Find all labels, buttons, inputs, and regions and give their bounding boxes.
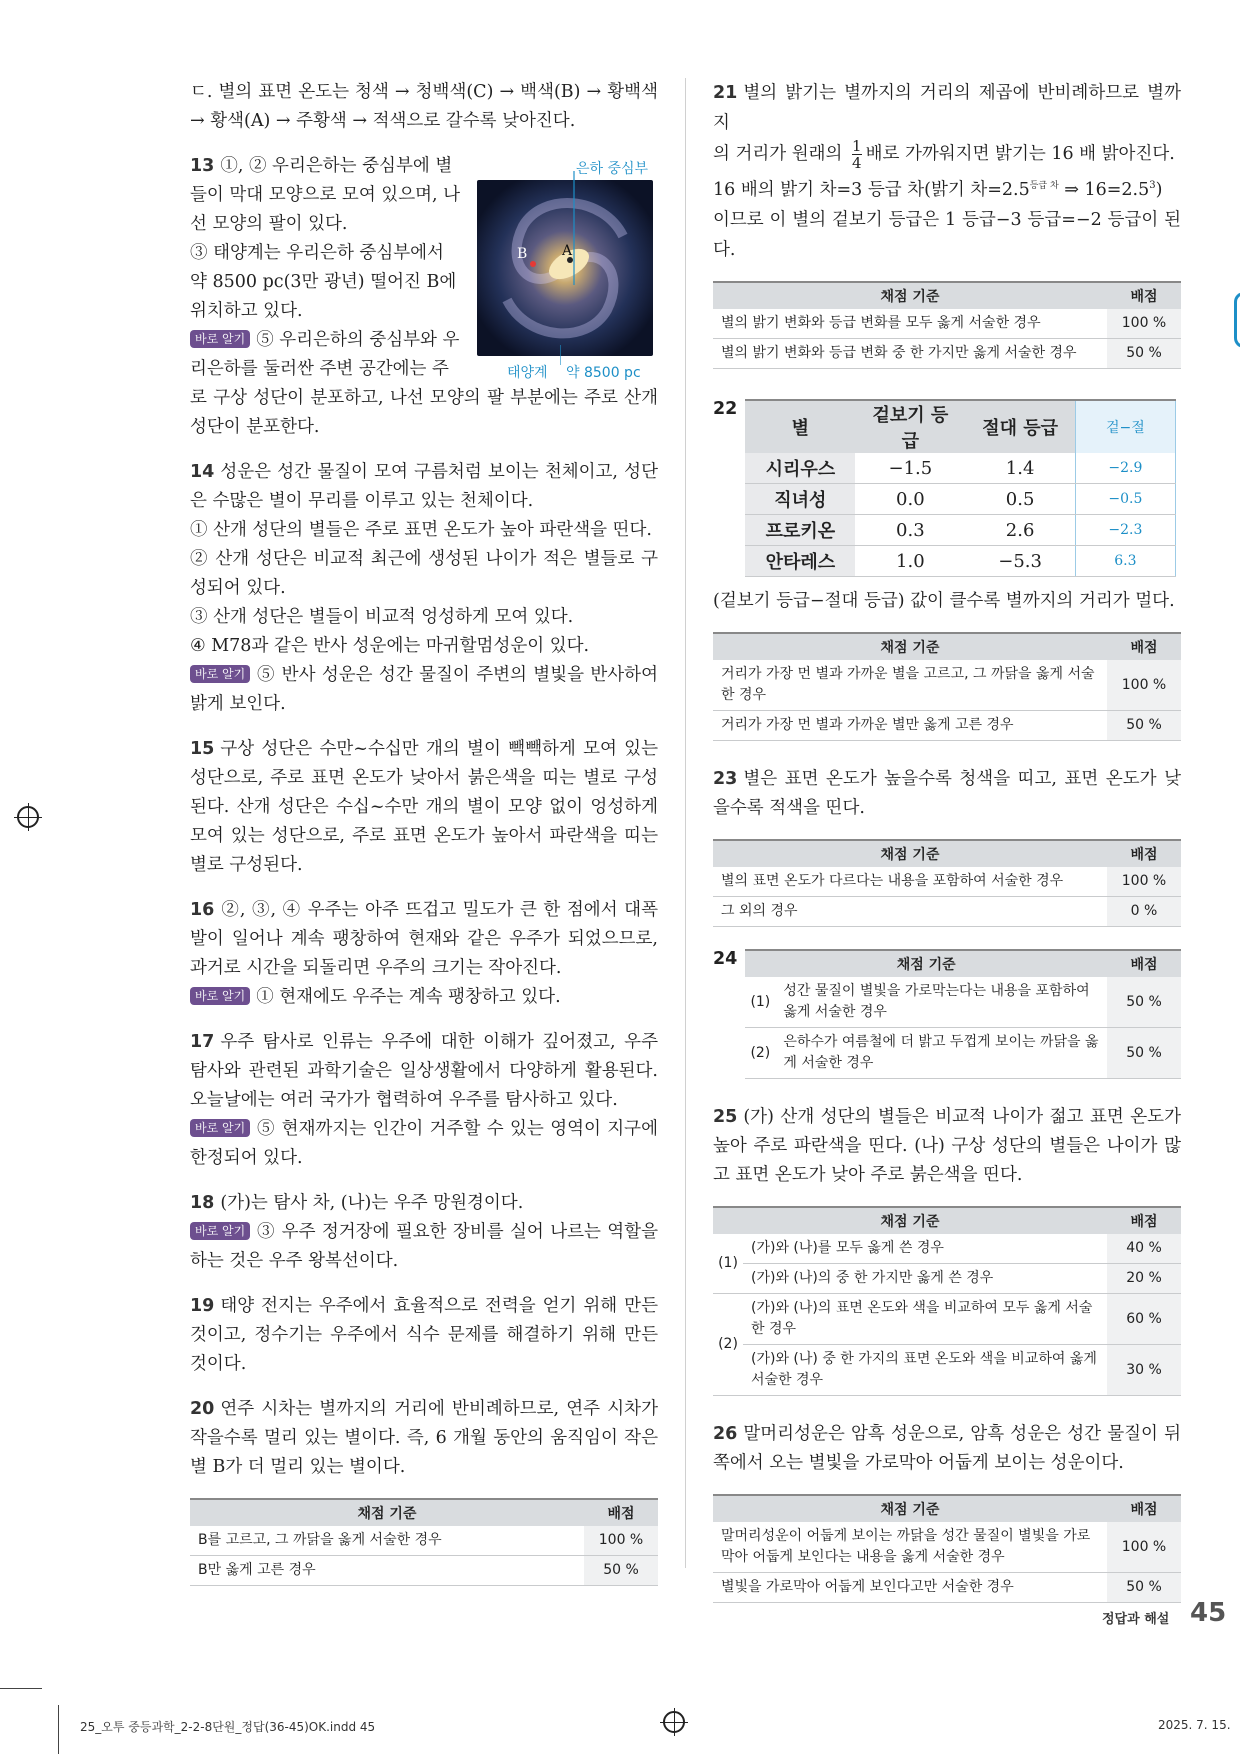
registration-mark-icon (663, 1711, 685, 1733)
answer-14: 14 성운은 성간 물질이 모여 구름처럼 보이는 천체이고, 성단은 수많은 별이 무리를 이루고 있는 천체이다. ① 산개 성단의 별들은 주로 표면 온도가 높아 파란색을 띤다. ② 산개 성단은 비교적 최근에 생성된 나이가 적은 별들로 구성되어 있다. ③ 산개 성단은 별들이 비교적 엉성하게 모여 있다. ④ M78과 같은 반사 성운에는 마귀할멈성운이 있다. 바로 알기 ⑤ 반사 성운은 성간 물질이 주변의 별빛을 반사하여 밝게 보인다. (190, 462, 658, 714)
table-row: 프로키온 0.3 2.6 −2.3 (745, 515, 1175, 546)
crop-mark (58, 1705, 59, 1754)
right-column (713, 78, 1181, 1627)
svg-text:A: A (562, 243, 573, 259)
table-row: (1) (가)와 (나)를 모두 옳게 쓴 경우 40 % (713, 1234, 1181, 1264)
table-row: B만 옳게 고른 경우 50 % (190, 1556, 658, 1586)
answer-21: 21 별의 밝기는 별까지의 거리의 제곱에 반비례하므로 별까지 의 거리가 원래의 $\frac{1}{4}$ 배로 가까워지면 밝기는 16 배 밝아진다. 16 배의 밝기 차=3 등급 차(밝기 차$=2.5^{등급 차}$ ⇒ $16=2.5^3$) 이므로 이 별의 겉보기 등급은 1 등급−3 등급=−2 등급이 된다. (713, 83, 1181, 260)
answer-13-cont: 로 구상 성단이 분포하고, 나선 모양의 팔 부분에는 주로 산개 성단이 분포한다. (190, 388, 658, 437)
scoring-table-24: 채점 기준 배점 (1) 성간 물질이 별빛을 가로막는다는 내용을 포함하여 옳게 서술한 경우 50 % (2) 은하수가 여름철에 더 밝고 두껍게 보이는 까닭을 옳게 서술한 경우 50 % (745, 949, 1181, 1079)
column-divider (685, 78, 686, 1568)
correction-badge: 바로 알기 (190, 330, 250, 348)
galaxy-leader-lines (560, 165, 640, 375)
scoring-table-21: 채점 기준 배점 별의 밝기 변화와 등급 변화를 모두 옳게 서술한 경우 100 % 별의 밝기 변화와 등급 변화 중 한 가지만 옳게 서술한 경우 50 % (713, 281, 1181, 369)
crop-mark (0, 1688, 42, 1689)
answer-24: 24 채점 기준 배점 (1) 성간 물질이 별빛을 가로막는다는 내용을 포함하여 옳게 서술한 경우 50 % (2) 은하수가 여름철에 더 밝고 두껍게 보이는 까닭을 옳게 서술한 경우 50 % (713, 949, 1181, 1103)
chapter-tab (1234, 292, 1240, 348)
question-number: 13 (190, 156, 215, 176)
table-row: 말머리성운이 어둡게 보이는 까닭을 성간 물질이 별빛을 가로막아 어둡게 보인다는 내용을 옳게 서술한 경우 100 % (713, 1522, 1181, 1573)
table-row: 그 외의 경우 0 % (713, 897, 1181, 927)
page-number: 45 (1190, 1598, 1227, 1628)
table-row: B를 고르고, 그 까닭을 옳게 서술한 경우 100 % (190, 1526, 658, 1556)
answer-19: 19 태양 전지는 우주에서 효율적으로 전력을 얻기 위해 만든 것이고, 정수기는 우주에서 식수 문제를 해결하기 위해 만든 것이다. (190, 1296, 658, 1374)
registration-mark-icon (17, 806, 39, 828)
table-row: 안타레스 1.0 −5.3 6.3 (745, 546, 1175, 577)
scoring-table-25: 채점 기준 배점 (1) (가)와 (나)를 모두 옳게 쓴 경우 40 % (가)와 (나)의 중 한 가지만 옳게 쓴 경우 20 % (2) (가)와 (나)의 표면 온도와 색을 비교하여 모두 옳게 서술한 경우 60 % (가)와 (나) 중 한 가지의 표면 온도와 색을 비교하여 옳게 서술한 경우 30 % (713, 1206, 1181, 1396)
answer-12-c: ㄷ. 별의 표면 온도는 청색 → 청백색(C) → 백색(B) → 황백색 → 황색(A) → 주황색 → 적색으로 갈수록 낮아진다. (190, 82, 658, 131)
table-row: 별의 밝기 변화와 등급 변화를 모두 옳게 서술한 경우 100 % (713, 309, 1181, 339)
answer-13: 13 ①, ② 우리은하는 중심부에 별 들이 막대 모양으로 모여 있으며, 나 선 모양의 팔이 있다. ③ 태양계는 우리은하 중심부에서 약 8500 pc(3만 광년) 떨어진 B에 위치하고 있다. 바로 알기 ⑤ 우리은하의 중심부와 우 리은하를 둘러싼 주변 공간에는 주 (190, 156, 461, 379)
scoring-table-26: 채점 기준 배점 말머리성운이 어둡게 보이는 까닭을 성간 물질이 별빛을 가로막아 어둡게 보인다는 내용을 옳게 서술한 경우 100 % 별빛을 가로막아 어둡게 보인다고만 서술한 경우 50 % (713, 1494, 1181, 1603)
answer-22: 22 별 겉보기 등급 절대 등급 겉−절 시리우스 −1.5 1.4 −2.9 직녀성 0.0 0.5 −0.5 프로키온 0.3 2.6 −2.3 안타레스 1.0 −5.3 6.3 (713, 399, 1181, 578)
correction-badge: 바로 알기 (190, 987, 250, 1005)
footer-section-label: 정답과 해설 (1102, 1612, 1170, 1627)
scoring-table-23: 채점 기준 배점 별의 표면 온도가 다르다는 내용을 포함하여 서술한 경우 100 % 그 외의 경우 0 % (713, 839, 1181, 927)
table-row: 직녀성 0.0 0.5 −0.5 (745, 484, 1175, 515)
table-row: 별의 밝기 변화와 등급 변화 중 한 가지만 옳게 서술한 경우 50 % (713, 338, 1181, 368)
label-galaxy-center: 은하 중심부 (576, 161, 649, 177)
answer-23: 23 별은 표면 온도가 높을수록 청색을 띠고, 표면 온도가 낮을수록 적색을 띤다. (713, 769, 1181, 819)
table-row: 별의 표면 온도가 다르다는 내용을 포함하여 서술한 경우 100 % (713, 867, 1181, 897)
scoring-table-22: 채점 기준 배점 거리가 가장 먼 별과 가까운 별을 고르고, 그 까닭을 옳게 서술한 경우 100 % 거리가 가장 먼 별과 가까운 별만 옳게 고른 경우 50 % (713, 632, 1181, 741)
svg-text:B: B (517, 246, 528, 262)
table-row: 거리가 가장 먼 별과 가까운 별만 옳게 고른 경우 50 % (713, 711, 1181, 741)
table-row: (1) 성간 물질이 별빛을 가로막는다는 내용을 포함하여 옳게 서술한 경우 50 % (745, 977, 1181, 1028)
table-row: (가)와 (나) 중 한 가지의 표면 온도와 색을 비교하여 옳게 서술한 경우 30 % (713, 1345, 1181, 1396)
correction-badge: 바로 알기 (190, 1222, 250, 1240)
table-row: (가)와 (나)의 중 한 가지만 옳게 쓴 경우 20 % (713, 1264, 1181, 1294)
answer-25: 25 (가) 산개 성단의 별들은 비교적 나이가 젊고 표면 온도가 높아 주로 파란색을 띤다. (나) 구상 성단의 별들은 나이가 많고 표면 온도가 낮아 주로 붉은색을 띤다. (713, 1107, 1181, 1186)
table-row: 거리가 가장 먼 별과 가까운 별을 고르고, 그 까닭을 옳게 서술한 경우 100 % (713, 660, 1181, 711)
table-row: 별빛을 가로막아 어둡게 보인다고만 서술한 경우 50 % (713, 1573, 1181, 1603)
table-row: (2) 은하수가 여름철에 더 밝고 두껍게 보이는 까닭을 옳게 서술한 경우 50 % (745, 1028, 1181, 1079)
answer-20: 20 연주 시차는 별까지의 거리에 반비례하므로, 연주 시차가 작을수록 멀리 있는 별이다. 즉, 6 개월 동안의 움직임이 작은 별 B가 더 멀리 있는 별이다. (190, 1399, 658, 1477)
answer-26: 26 말머리성운은 암흑 성운으로, 암흑 성운은 성간 물질이 뒤쪽에서 오는 별빛을 가로막아 어둡게 보이는 성운이다. (713, 1424, 1181, 1474)
answer-16: 16 ②, ③, ④ 우주는 아주 뜨겁고 밀도가 큰 한 점에서 대폭발이 일어나 계속 팽창하여 현재와 같은 우주가 되었으므로, 과거로 시간을 되돌리면 우주의 크기는 작아진다. 바로 알기 ① 현재에도 우주는 계속 팽창하고 있다. (190, 900, 658, 1007)
answer-22-note: (겉보기 등급−절대 등급) 값이 클수록 별까지의 거리가 멀다. (713, 591, 1175, 612)
correction-badge: 바로 알기 (190, 1119, 250, 1137)
answer-15: 15 구상 성단은 수만~수십만 개의 별이 빽빽하게 모여 있는 성단으로, 주로 표면 온도가 낮아서 붉은색을 띠는 별로 구성된다. 산개 성단은 수십~수만 개의 별이 모양 없이 엉성하게 모여 있는 성단으로, 주로 표면 온도가 높아서 파란색을 띠는 별로 구성된다. (190, 739, 658, 875)
footer-date: 2025. 7. 15. (1158, 1718, 1231, 1732)
table-row: 시리우스 −1.5 1.4 −2.9 (745, 453, 1175, 484)
table-row: (2) (가)와 (나)의 표면 온도와 색을 비교하여 모두 옳게 서술한 경우 60 % (713, 1294, 1181, 1345)
footer-file-name: 25_오투 중등과학_2-2-8단원_정답(36-45)OK.indd 45 (80, 1720, 376, 1734)
star-magnitude-table: 별 겉보기 등급 절대 등급 겉−절 시리우스 −1.5 1.4 −2.9 직녀성 0.0 0.5 −0.5 프로키온 0.3 2.6 −2.3 안타레스 1.0 −5.3 6.3 (745, 399, 1176, 578)
correction-badge: 바로 알기 (190, 665, 250, 683)
label-solar-system: 태양계 (507, 365, 548, 381)
answer-17: 17 우주 탐사로 인류는 우주에 대한 이해가 깊어졌고, 우주 탐사와 관련된 과학기술은 일상생활에서 다양하게 활용된다. 오늘날에는 여러 국가가 협력하여 우주를 탐사하고 있다. 바로 알기 ⑤ 현재까지는 인간이 거주할 수 있는 영역이 지구에 한정되어 있다. (190, 1032, 658, 1168)
label-distance: 약 8500 pc (566, 365, 641, 381)
scoring-table-20: 채점 기준 배점 B를 고르고, 그 까닭을 옳게 서술한 경우 100 % B만 옳게 고른 경우 50 % (190, 1498, 658, 1586)
answer-18: 18 (가)는 탐사 차, (나)는 우주 망원경이다. 바로 알기 ③ 우주 정거장에 필요한 장비를 실어 나르는 역할을 하는 것은 우주 왕복선이다. (190, 1193, 658, 1271)
